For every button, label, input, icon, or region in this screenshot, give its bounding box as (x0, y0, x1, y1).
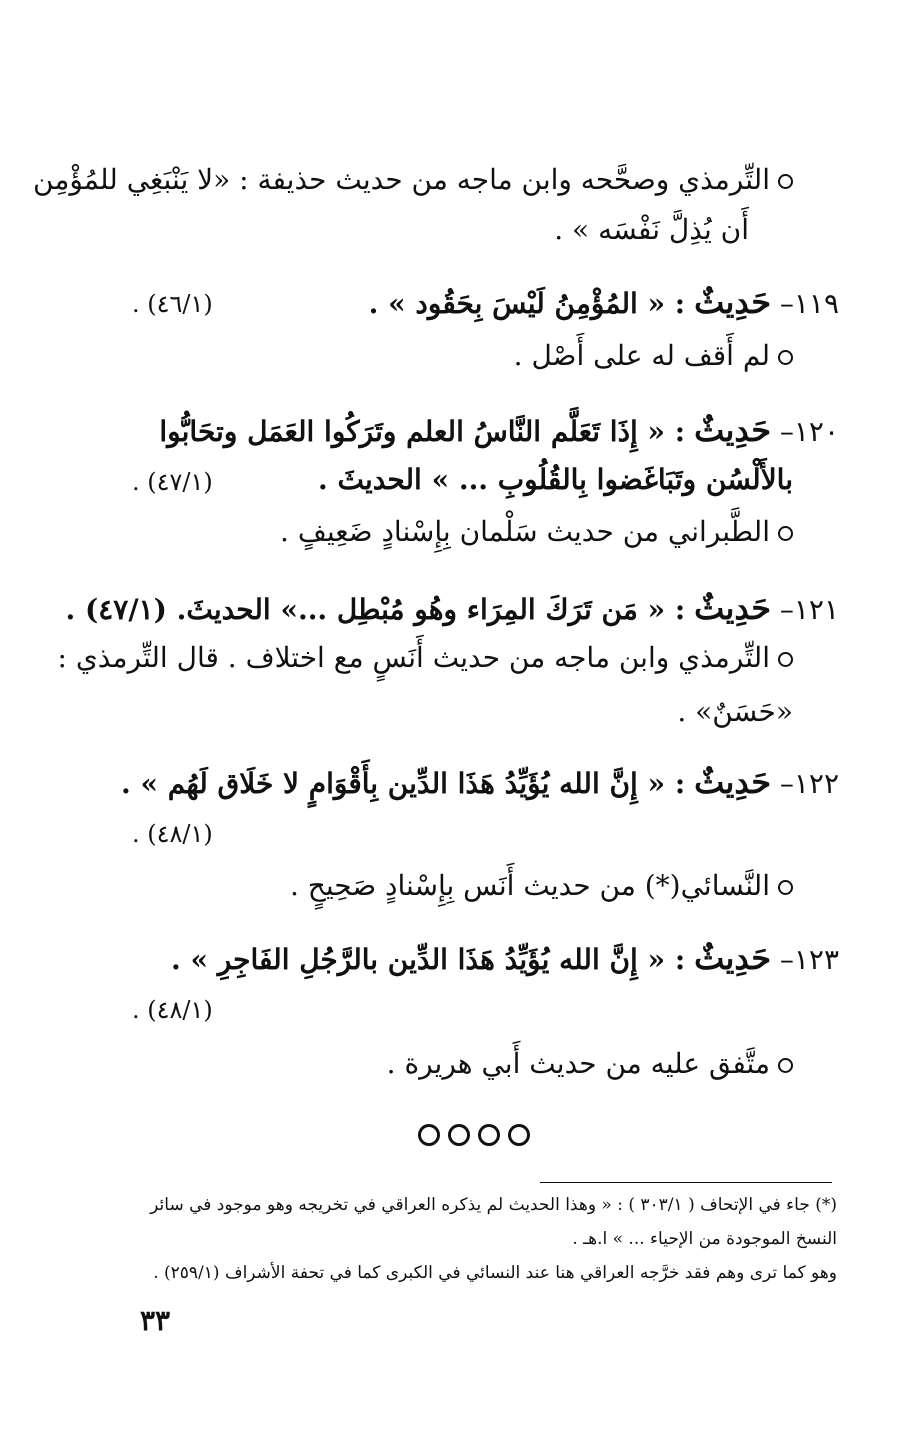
hadith-keyword: حَدِيثٌ (694, 589, 771, 627)
hadith-text: بالأَلْسُن وتَبَاغَضوا بِالقُلُوبِ ... » الحديثَ . (317, 463, 793, 496)
hadith-119-heading (369, 282, 839, 324)
hadith-text: : « مَن تَرَكَ المِرَاء وهُو مُبْطِل ...» الحديثَ. (٤٧/١) . (65, 593, 686, 626)
circle-bullet-icon (778, 526, 793, 541)
circle-ornament-icon (478, 1124, 500, 1146)
hadith-keyword: حَدِيثٌ (694, 763, 771, 801)
hadith-number: ١١٩– (779, 287, 839, 320)
hadith-number: ١٢٠– (779, 415, 839, 448)
section-end-ornament (418, 1124, 538, 1150)
hadith-keyword: حَدِيثٌ (694, 939, 771, 977)
hadith-number: ١٢١– (779, 593, 839, 626)
hadith-122-heading (121, 762, 839, 804)
hadith-text: : « إِنَّ الله يُؤَيِّدُ هَذَا الدِّين بالرَّجُلِ الفَاجِرِ » . (170, 943, 686, 976)
note-text: متَّفق عليه من حديث أَبي هريرة . (386, 1047, 770, 1080)
footnote-line: (*) جاء في الإتحاف ( ٣٠٣/١ ) : « وهذا الحديث لم يذكره العراقي في تخريجه وهو موجود في سائر (150, 1195, 837, 1215)
circle-bullet-icon (778, 174, 793, 189)
volume-page-ref: (٤٨/١) . (132, 820, 213, 848)
note-text: التِّرمذي وصحَّحه وابن ماجه من حديث حذيفة : «لا يَنْبَغِي للمُؤْمِن (33, 163, 770, 196)
note-text: لم أَقف له على أَصْل . (513, 339, 770, 372)
footnote-line: النسخ الموجودة من الإحياء ... » ا.هـ . (572, 1229, 837, 1249)
circle-ornament-icon (418, 1124, 440, 1146)
volume-page-ref: (٤٨/١) . (132, 996, 213, 1024)
hadith-121-note (58, 638, 793, 678)
hadith-number: ١٢٢– (779, 767, 839, 800)
hadith-121-heading (65, 588, 839, 630)
note-text: الطَّبراني من حديث سَلْمان بِإِسْنادٍ ضَعِيفٍ . (280, 515, 770, 548)
volume-page-ref: (٤٧/١) . (132, 468, 213, 496)
hadith-keyword: حَدِيثٌ (694, 283, 771, 321)
footnote-divider (540, 1182, 832, 1183)
hadith-keyword: حَدِيثٌ (694, 411, 771, 449)
hadith-120-heading (159, 410, 839, 452)
hadith-120-continuation (318, 460, 793, 500)
circle-bullet-icon (778, 1058, 793, 1073)
hadith-122-note (290, 866, 793, 906)
footnote-line: وهو كما ترى وهم فقد خرَّجه العراقي هنا عند النسائي في الكبرى كما في تحفة الأشراف (٢٥٩/١) . (153, 1263, 837, 1283)
circle-bullet-icon (778, 652, 793, 667)
text-line (33, 160, 793, 200)
hadith-number: ١٢٣– (779, 943, 839, 976)
circle-ornament-icon (508, 1124, 530, 1146)
text-line (554, 210, 749, 250)
hadith-text: : « إِنَّ الله يُؤَيِّدُ هَذَا الدِّين بِأَقْوَامٍ لا خَلَاق لَهُم » . (120, 767, 686, 800)
circle-ornament-icon (448, 1124, 470, 1146)
note-text: النَّسائي(*) من حديث أَنَس بِإِسْنادٍ صَحِيحٍ . (289, 869, 770, 902)
hadith-121-note-continuation (677, 692, 793, 732)
note-text: أَن يُذِلَّ نَفْسَه » . (554, 213, 749, 246)
circle-bullet-icon (778, 350, 793, 365)
hadith-text: : « إِذَا تَعَلَّم النَّاسُ العلم وتَرَكُوا العَمَل وتحَابُّوا (159, 415, 686, 448)
hadith-120-note (280, 512, 793, 552)
volume-page-ref: (٤٦/١) . (132, 290, 213, 318)
note-text: التِّرمذي وابن ماجه من حديث أَنَسٍ مع اختلاف . قال التِّرمذي : (57, 641, 770, 674)
hadith-123-heading (171, 938, 839, 980)
hadith-text: : « المُؤْمِنُ لَيْسَ بِحَقُود » . (368, 287, 686, 320)
circle-bullet-icon (778, 880, 793, 895)
hadith-119-note (514, 336, 793, 376)
page-number: ٣٣ (140, 1304, 171, 1337)
note-text: «حَسَنٌ» . (677, 695, 793, 728)
hadith-123-note (387, 1044, 793, 1084)
